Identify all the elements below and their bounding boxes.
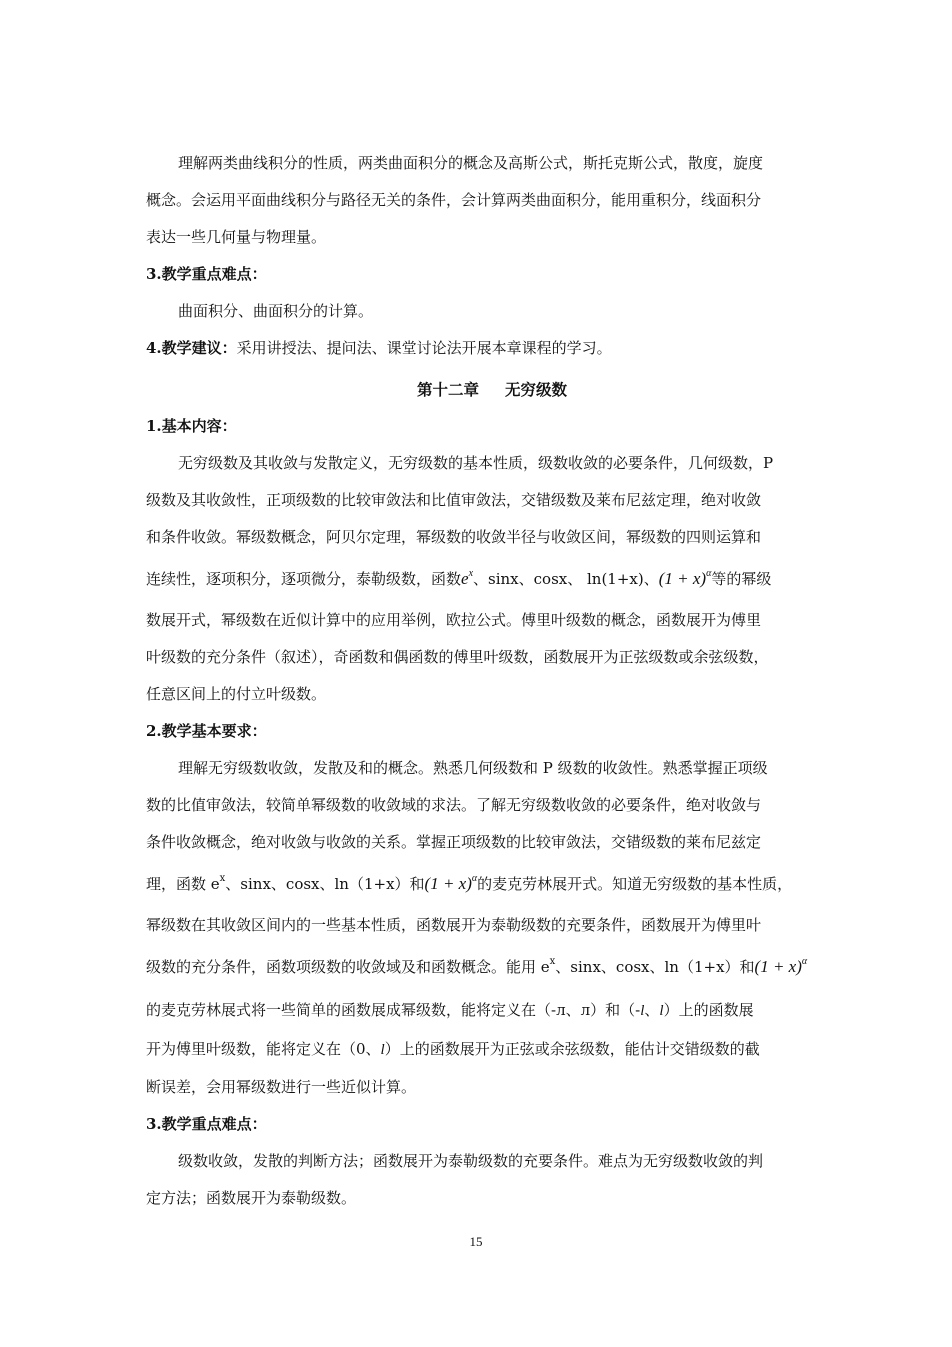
math-binomial: (1 + x): [424, 874, 472, 893]
paragraph-line: 断误差，会用幂级数进行一些近似计算。: [146, 1078, 417, 1096]
paragraph-line: 级数收敛，发散的判断方法；函数展开为泰勒级数的充要条件。难点为无穷级数收敛的判: [178, 1152, 764, 1170]
paragraph-line: 数展开式，幂级数在近似计算中的应用举例，欧拉公式。傅里叶级数的概念，函数展开为傅里: [146, 611, 762, 629]
chapter-number: 第十二章: [416, 380, 479, 399]
section-heading-requirements: 2.教学基本要求：: [146, 722, 267, 740]
paragraph-line-with-formula: 开为傅里叶级数，能将定义在（0、l）上的函数展开为正弦或余弦级数，能估计交错级数的截: [146, 1040, 760, 1058]
paragraph-line-with-formula: 级数的充分条件，函数项级数的收敛域及和函数概念。能用 $e^x$、sinx、cosx、ln（1+x）和$(1 + x)^\alpha$: [146, 956, 808, 976]
paragraph-line: 叶级数的充分条件（叙述），奇函数和偶函数的傅里叶级数，函数展开为正弦级数或余弦级数，: [146, 648, 769, 666]
math-l: l: [380, 1042, 385, 1058]
section-heading-key-points: 3.教学重点难点：: [146, 1115, 267, 1133]
page-number: 15: [469, 1234, 483, 1249]
paragraph-line: 级数及其收敛性，正项级数的比较审敛法和比值审敛法，交错级数及莱布尼兹定理，绝对收敛: [146, 491, 762, 509]
paragraph-line: 和条件收敛。幂级数概念，阿贝尔定理，幂级数的收敛半径与收敛区间，幂级数的四则运算和: [146, 528, 762, 546]
section-heading-suggestion: 4.教学建议：: [146, 339, 237, 357]
paragraph-line: 幂级数在其收敛区间内的一些基本性质，函数展开为泰勒级数的充要条件，函数展开为傅里叶: [146, 916, 762, 934]
chapter-name: 无穷级数: [505, 380, 568, 399]
section-heading-basic-content: 1.基本内容：: [146, 417, 237, 435]
math-l: l: [640, 1003, 645, 1019]
paragraph-line: 概念。会运用平面曲线积分与路径无关的条件，会计算两类曲面积分，能用重积分，线面积分: [146, 191, 762, 209]
chapter-12-section: [146, 408, 838, 1217]
teaching-suggestion: [146, 330, 838, 367]
chapter-title: [146, 371, 838, 408]
paragraph-line: 任意区间上的付立叶级数。: [146, 685, 327, 703]
paragraph-line: 条件收敛概念，绝对收敛与收敛的关系。掌握正项级数的比较审敛法，交错级数的莱布尼兹定: [146, 833, 762, 851]
math-l: l: [659, 1003, 664, 1019]
paragraph-line-with-formula: 的麦克劳林展式将一些简单的函数展成幂级数，能将定义在（-л、л）和（-l、l）上的函数展: [146, 1001, 754, 1019]
paragraph-line: 理解无穷级数收敛，发散及和的概念。熟悉几何级数和 P 级数的收敛性。熟悉掌握正项级: [178, 759, 768, 777]
previous-chapter-section: [146, 145, 838, 367]
math-e: e: [461, 569, 469, 588]
section-heading-key-points: 3.教学重点难点：: [146, 265, 267, 283]
paragraph-line-with-formula: 连续性，逐项积分，逐项微分，泰勒级数，函数$e^x$、sinx、cosx、 ln(1+x)、$(1 + x)^\alpha$等的幂级: [146, 568, 772, 588]
math-binomial: (1 + x): [658, 569, 707, 588]
math-binomial: (1 + x): [754, 957, 802, 976]
paragraph-line: 表达一些几何量与物理量。: [146, 228, 327, 246]
paragraph-line: 定方法；函数展开为泰勒级数。: [146, 1189, 357, 1207]
paragraph-line-with-formula: 理，函数 $e^x$、sinx、cosx、ln（1+x）和$(1 + x)^\alpha$的麦克劳林展开式。知道无穷级数的基本性质，: [146, 873, 793, 893]
paragraph-line: 理解两类曲线积分的性质，两类曲面积分的概念及高斯公式，斯托克斯公式，散度，旋度: [178, 154, 764, 172]
suggestion-text: 采用讲授法、提问法、课堂讨论法开展本章课程的学习。: [236, 339, 612, 357]
key-points-text: 曲面积分、曲面积分的计算。: [178, 302, 374, 320]
paragraph-line: 数的比值审敛法，较简单幂级数的收敛域的求法。了解无穷级数收敛的必要条件，绝对收敛与: [146, 796, 762, 814]
paragraph-line: 无穷级数及其收敛与发散定义，无穷级数的基本性质，级数收敛的必要条件，几何级数，P: [178, 454, 774, 472]
